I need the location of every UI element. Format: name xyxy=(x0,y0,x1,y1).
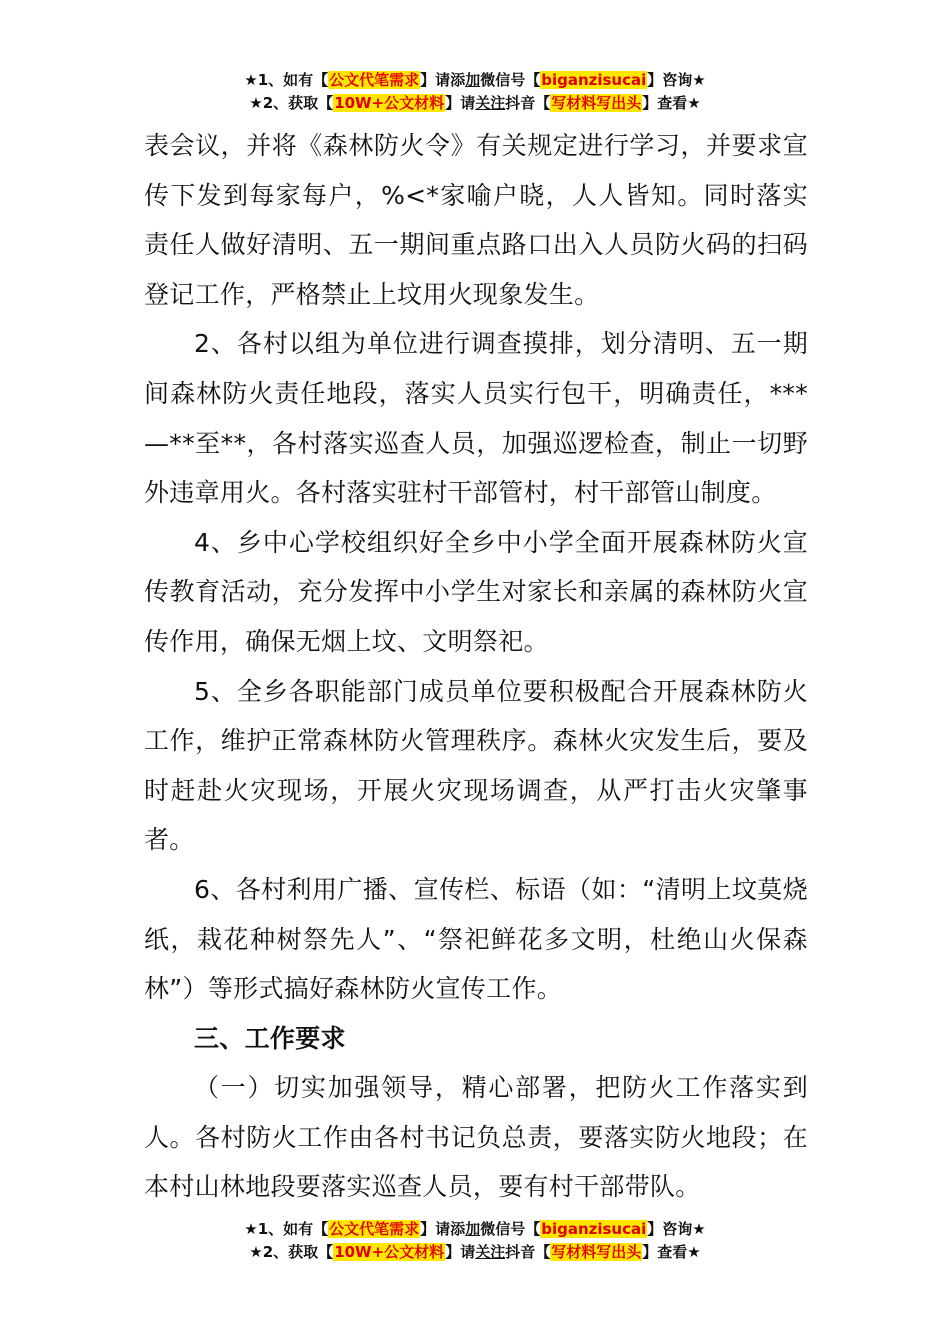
banner-text: 】请添 xyxy=(420,1220,466,1238)
banner-line-2 xyxy=(0,1241,950,1264)
highlight-douyin-account: 写材料写出头 xyxy=(551,94,642,112)
banner-text: 】请添 xyxy=(420,71,466,89)
highlight-service: 公文代笔需求 xyxy=(329,1220,420,1238)
banner-text: 微信号【 xyxy=(480,1220,541,1238)
banner-underlined-text: 关注 xyxy=(475,1243,506,1261)
banner-text: 抖音【 xyxy=(505,94,551,112)
highlight-wechat-id: biganzisucai xyxy=(541,1220,647,1238)
paragraph-continuation: 表会议，并将《森林防火令》有关规定进行学习，并要求宣传下发到每家每户，%<*家喻户晓，人人皆知。同时落实责任人做好清明、五一期间重点路口出入人员防火码的扫码登记工作，严格禁止上坟用火现象发生。 xyxy=(144,131,808,309)
banner-text: 】查看★ xyxy=(642,94,701,112)
paragraph-item-6: 6、各村利用广播、宣传栏、标语（如：“清明上坟莫烧纸，栽花种树祭先人”、“祭祀鲜花多文明，杜绝山火保森林”）等形式搞好森林防火宣传工作。 xyxy=(144,874,808,1004)
section-heading: 三、工作要求 xyxy=(194,1023,346,1053)
header-banner xyxy=(0,69,950,115)
banner-text: ★2、获取【 xyxy=(249,1243,334,1261)
footer-banner xyxy=(0,1218,950,1264)
paragraph-item-5: 5、全乡各职能部门成员单位要积极配合开展森林防火工作，维护正常森林防火管理秩序。森林火灾发生后，要及时赶赴火灾现场，开展火灾现场调查，从严打击火灾肇事者。 xyxy=(144,676,808,855)
banner-text: 】请 xyxy=(445,1243,476,1261)
banner-text: 】查看★ xyxy=(642,1243,701,1261)
banner-text: ★1、如有【 xyxy=(244,71,329,89)
banner-underlined-text: 加 xyxy=(465,71,481,89)
banner-line-2 xyxy=(0,92,950,115)
highlight-materials: 10W+公文材料 xyxy=(334,1243,445,1261)
paragraph-requirement-1: （一）切实加强领导，精心部署，把防火工作落实到人。各村防火工作由各村书记负总责，要落实防火地段；在本村山林地段要落实巡查人员，要有村干部带队。 xyxy=(144,1073,808,1202)
banner-line-1 xyxy=(0,1218,950,1241)
highlight-douyin-account: 写材料写出头 xyxy=(551,1243,642,1261)
banner-underlined-text: 关注 xyxy=(475,94,506,112)
highlight-wechat-id: biganzisucai xyxy=(541,71,647,89)
banner-line-1 xyxy=(0,69,950,92)
highlight-materials: 10W+公文材料 xyxy=(334,94,445,112)
highlight-service: 公文代笔需求 xyxy=(329,71,420,89)
banner-text: 】请 xyxy=(445,94,476,112)
banner-text: 】咨询★ xyxy=(647,71,706,89)
document-body xyxy=(144,121,808,1212)
paragraph-item-2: 2、各村以组为单位进行调查摸排，划分清明、五一期间森林防火责任地段，落实人员实行包干，明确责任，***—**至**，各村落实巡查人员，加强巡逻检查，制止一切野外违章用火。各村落实驻村干部管村，村干部管山制度。 xyxy=(144,329,808,508)
banner-text: 抖音【 xyxy=(505,1243,551,1261)
banner-text: 微信号【 xyxy=(480,71,541,89)
banner-underlined-text: 加 xyxy=(465,1220,481,1238)
banner-text: ★1、如有【 xyxy=(244,1220,329,1238)
banner-text: 】咨询★ xyxy=(647,1220,706,1238)
banner-text: ★2、获取【 xyxy=(249,94,334,112)
paragraph-item-4: 4、乡中心学校组织好全乡中小学全面开展森林防火宣传教育活动，充分发挥中小学生对家长和亲属的森林防火宣传作用，确保无烟上坟、文明祭祀。 xyxy=(144,527,808,656)
